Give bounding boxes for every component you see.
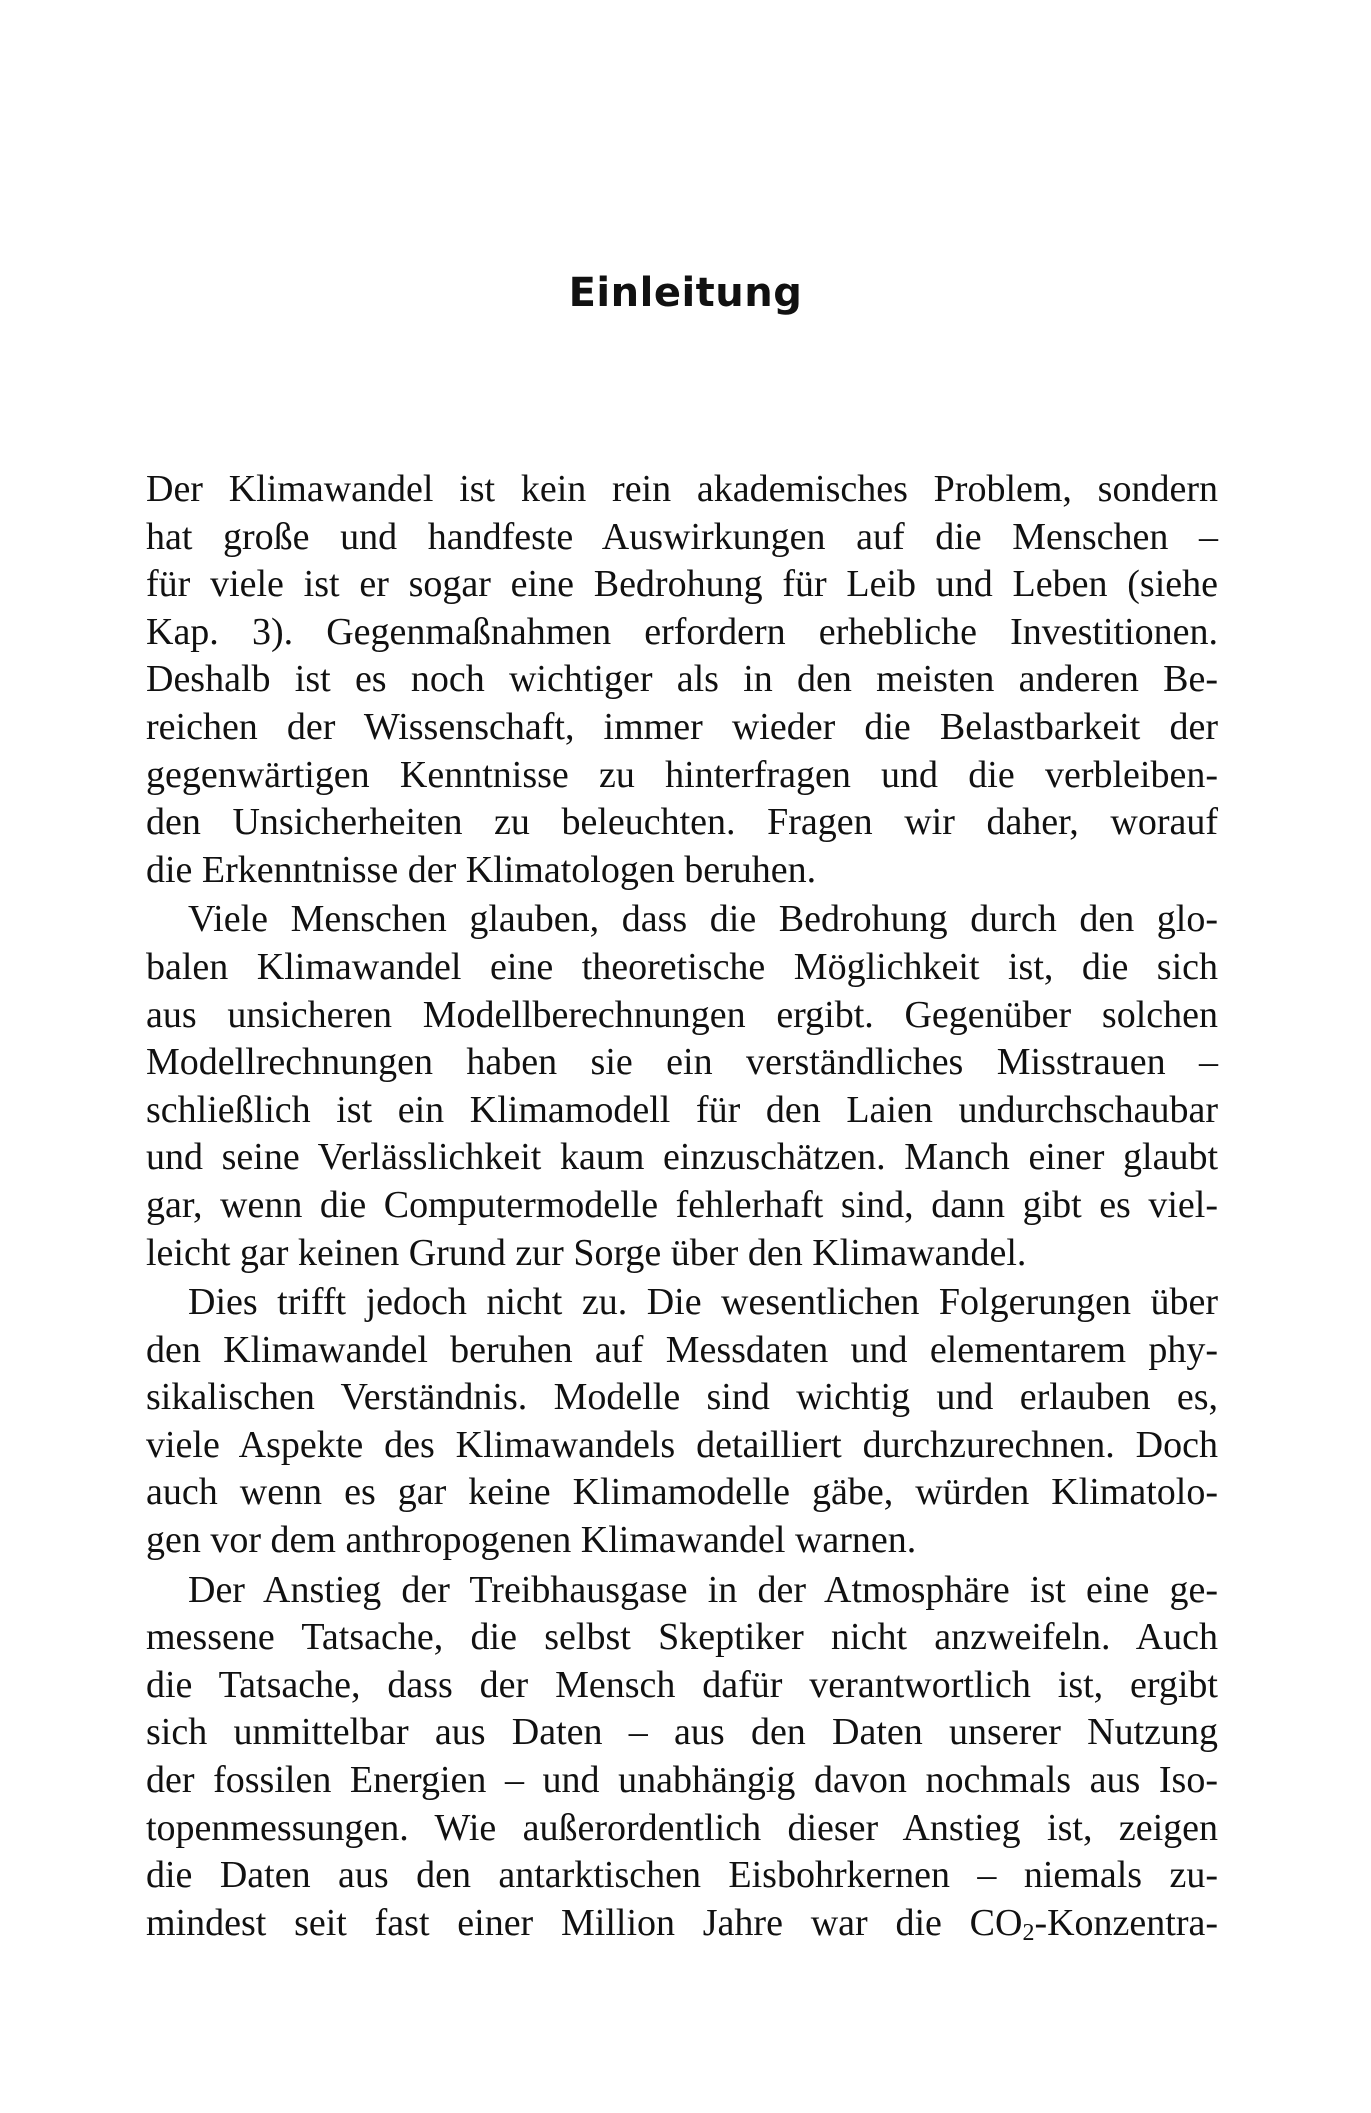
text-line: die Tatsache, dass der Mensch dafür verantwortlich ist, ergibt [146, 1663, 1218, 1706]
text-line: reichen der Wissenschaft, immer wieder die Belastbarkeit der [146, 705, 1218, 748]
text-line: der fossilen Energien – und unabhängig davon nochmals aus Iso- [146, 1759, 1218, 1802]
text-line: Dies trifft jedoch nicht zu. Die wesentlichen Folgerungen über [188, 1281, 1218, 1324]
paragraph [146, 1567, 1218, 1948]
text-line: Modellrechnungen haben sie ein verständliches Misstrauen – [146, 1041, 1218, 1084]
text-line: gen vor dem anthropogenen Klimawandel warnen. [146, 1519, 917, 1562]
text-line: auch wenn es gar keine Klimamodelle gäbe, würden Klimatolo- [146, 1471, 1218, 1514]
text-line: Deshalb ist es noch wichtiger als in den meisten anderen Be- [146, 658, 1218, 701]
text-line: den Unsicherheiten zu beleuchten. Fragen wir daher, worauf [146, 801, 1218, 844]
text-line: balen Klimawandel eine theoretische Möglichkeit ist, die sich [146, 945, 1218, 988]
text-line [146, 1900, 1218, 1948]
text-line: leicht gar keinen Grund zur Sorge über den Klimawandel. [146, 1231, 1027, 1274]
text-line: sikalischen Verständnis. Modelle sind wichtig und erlauben es, [146, 1376, 1218, 1419]
paragraph [146, 466, 1218, 894]
text-line: Der Klimawandel ist kein rein akademisches Problem, sondern [146, 468, 1218, 510]
text-line: den Klimawandel beruhen auf Messdaten und elementarem phy- [146, 1328, 1218, 1371]
text-line: aus unsicheren Modellberechnungen ergibt. Gegenüber solchen [146, 993, 1218, 1036]
page-title: Einleitung [568, 270, 803, 316]
text-line: gegenwärtigen Kenntnisse zu hinterfragen und die verbleiben- [146, 753, 1218, 796]
text-line: schließlich ist ein Klimamodell für den Laien undurchschaubar [146, 1088, 1218, 1131]
text-line: messene Tatsache, die selbst Skeptiker nicht anzweifeln. Auch [146, 1616, 1218, 1659]
text-line: viele Aspekte des Klimawandels detailliert durchzurechnen. Doch [146, 1423, 1218, 1466]
text-line: sich unmittelbar aus Daten – aus den Daten unserer Nutzung [146, 1711, 1218, 1754]
text-line: topenmessungen. Wie außerordentlich dieser Anstieg ist, zeigen [146, 1806, 1218, 1849]
text-line: Der Anstieg der Treibhausgase in der Atmosphäre ist eine ge- [188, 1568, 1218, 1611]
text-run: mindest seit fast einer Million Jahre war die CO [146, 1901, 1023, 1944]
text-line: für viele ist er sogar eine Bedrohung für Leib und Leben (siehe [146, 563, 1218, 606]
text-line: Kap. 3). Gegenmaßnahmen erfordern erhebliche Investitionen. [146, 610, 1218, 653]
paragraph [146, 896, 1218, 1277]
body-text [146, 466, 1218, 1947]
text-line: gar, wenn die Computermodelle fehlerhaft sind, dann gibt es viel- [146, 1183, 1218, 1226]
text-line: hat große und handfeste Auswirkungen auf die Menschen – [146, 515, 1218, 558]
text-line: Viele Menschen glauben, dass die Bedrohung durch den glo- [188, 898, 1218, 941]
text-line: und seine Verlässlichkeit kaum einzuschätzen. Manch einer glaubt [146, 1136, 1218, 1179]
subscript: 2 [1022, 1919, 1035, 1946]
paragraph [146, 1279, 1218, 1565]
text-line: die Daten aus den antarktischen Eisbohrkernen – niemals zu- [146, 1854, 1218, 1897]
text-run: -Konzentra- [1034, 1901, 1218, 1944]
text-line: die Erkenntnisse der Klimatologen beruhen. [146, 848, 817, 891]
